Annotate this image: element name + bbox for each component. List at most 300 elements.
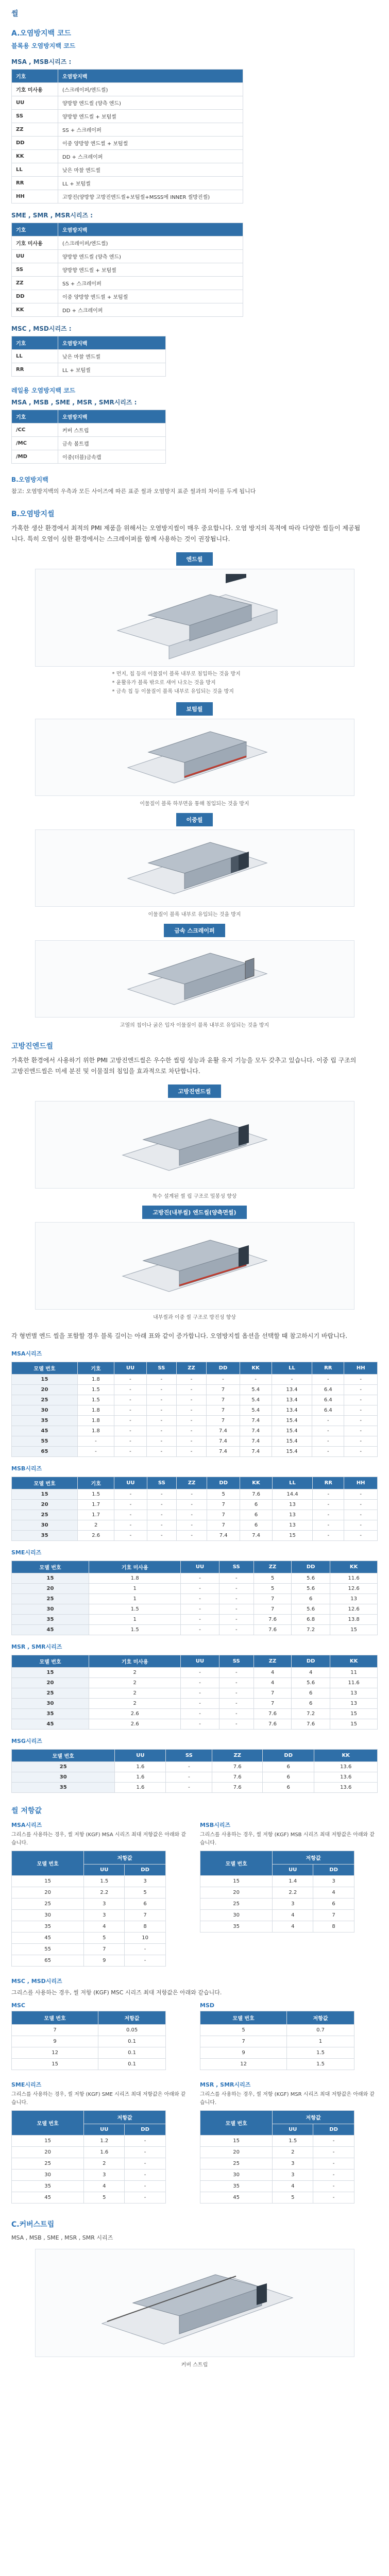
- table-cell: 7: [253, 1698, 291, 1708]
- col-header: 모델 번호: [12, 1655, 89, 1667]
- table-cell: UU: [12, 250, 58, 263]
- table-cell: -: [344, 1405, 378, 1415]
- figure-caption: 이물질이 블록 하부면을 통해 침입되는 것을 방지: [140, 801, 249, 807]
- table-cell: -: [125, 2147, 166, 2158]
- table-cell: 15: [330, 1624, 378, 1635]
- table-cell: 고방진(양방향 고방진엔드씰+보텀씰+MSSS에 INNER 씰방진씰): [58, 190, 243, 204]
- table-cell: 0.05: [98, 2025, 166, 2036]
- col-header: ZZ: [212, 1749, 263, 1761]
- table-cell: 7: [200, 2036, 287, 2047]
- table-row: [200, 2036, 354, 2047]
- table-cell: 3: [273, 1898, 313, 1909]
- table-cell: 7.2: [292, 1624, 330, 1635]
- col-header: 기호: [12, 70, 58, 83]
- col-header: 모델 번호: [12, 1362, 78, 1374]
- table-cell: -: [219, 1583, 253, 1594]
- table-cell: 13: [272, 1499, 312, 1510]
- table-cell: 11: [330, 1667, 378, 1677]
- msb-resistance-table: [200, 1851, 354, 1933]
- col-header: RR: [312, 1362, 344, 1374]
- table-cell: 7.6: [212, 1782, 263, 1792]
- table-cell: -: [181, 1688, 219, 1698]
- table-cell: 35: [12, 1415, 78, 1426]
- table-cell: 3: [125, 1875, 166, 1887]
- table-cell: 8: [313, 1921, 354, 1932]
- table-cell: ZZ: [12, 277, 58, 290]
- table-cell: -: [177, 1489, 207, 1499]
- table-cell: 1.8: [77, 1415, 114, 1426]
- table-cell: 13: [330, 1688, 378, 1698]
- table-cell: 35: [12, 1708, 89, 1719]
- rail-code-table: [11, 410, 166, 464]
- table-cell: 35: [200, 2181, 273, 2192]
- col-header: ZZ: [253, 1655, 291, 1667]
- table-cell: 15.4: [272, 1426, 312, 1436]
- table-cell: 7: [253, 1594, 291, 1604]
- table-cell: -: [344, 1415, 378, 1426]
- table-cell: -: [313, 1499, 344, 1510]
- table-cell: -: [176, 1384, 207, 1395]
- table-cell: 이중 양방향 엔드씰 + 보텀씰: [58, 137, 243, 150]
- msc-resistance-heading: MSC , MSD시리즈: [11, 1977, 62, 1985]
- table-cell: 13.6: [314, 1761, 378, 1772]
- table-row: [12, 1614, 378, 1624]
- table-cell: 12.6: [330, 1583, 378, 1594]
- col-title: SME시리즈: [11, 2081, 42, 2089]
- col-header: KK: [330, 1561, 378, 1573]
- table-row: [12, 1583, 378, 1594]
- figure-metal-scraper: [35, 924, 354, 1028]
- table-cell: 45: [12, 1624, 89, 1635]
- table-cell: DD + 스크레이퍼: [58, 303, 243, 317]
- table-cell: -: [114, 1446, 146, 1456]
- msa-length-title: MSA시리즈: [11, 1350, 42, 1357]
- table-cell: 커버 스트립: [58, 423, 166, 437]
- table-cell: 15.4: [272, 1415, 312, 1426]
- table-cell: 20: [12, 1677, 89, 1688]
- table-cell: 20: [12, 1887, 84, 1898]
- table-cell: 1.2: [84, 2136, 125, 2147]
- table-cell: 15: [12, 2059, 98, 2070]
- table-row: [12, 96, 243, 110]
- col-header: SS: [219, 1561, 253, 1573]
- table-cell: 45: [12, 1426, 78, 1436]
- col-header: DD: [292, 1655, 330, 1667]
- table-cell: -: [219, 1667, 253, 1677]
- table-cell: -: [176, 1395, 207, 1405]
- table-row: [200, 2025, 354, 2036]
- table-row: [12, 137, 243, 150]
- table-cell: 4: [313, 1887, 354, 1898]
- table-row: [12, 250, 243, 263]
- table-cell: 45: [12, 2192, 84, 2204]
- table-cell: -: [147, 1510, 177, 1520]
- table-cell: -: [114, 1384, 146, 1395]
- table-cell: LL + 보텀씰: [58, 363, 166, 377]
- table-cell: 6: [292, 1594, 330, 1604]
- table-cell: -: [344, 1520, 378, 1530]
- table-cell: 13: [330, 1594, 378, 1604]
- col-header: 기호: [77, 1362, 114, 1374]
- table-row: [200, 1921, 354, 1932]
- table-cell: 양방향 엔드씰 + 보텀씰: [58, 263, 243, 277]
- table-cell: 13.4: [272, 1384, 312, 1395]
- sme-length-title: SME시리즈: [11, 1549, 42, 1556]
- table-cell: 45: [12, 1719, 89, 1729]
- section-c-paragraph: 가혹한 환경에서 사용하기 위한 PMI 고방진엔드씰은 우수한 씰링 성능과 윤활 유지 기능을 모두 갖추고 있습니다. 이중 립 구조의 고방진엔드씰은 미세 분진 및 이물질의 침입을 효과적으로 차단합니다.: [11, 1056, 357, 1075]
- table-cell: -: [147, 1374, 176, 1384]
- table-cell: 7: [207, 1510, 240, 1520]
- table-cell: 25: [12, 1594, 89, 1604]
- table-cell: 7: [253, 1688, 291, 1698]
- msb-length-table: [11, 1477, 378, 1541]
- table-cell: 15: [200, 1875, 273, 1887]
- table-cell: KK: [12, 303, 58, 317]
- table-cell: LL + 보텀씰: [58, 177, 243, 190]
- table-row: [12, 1677, 378, 1688]
- table-cell: 5.4: [240, 1395, 272, 1405]
- col-header: 모델 번호: [12, 1561, 89, 1573]
- table-cell: 30: [12, 2170, 84, 2181]
- table-cell: KK: [12, 150, 58, 163]
- table-cell: 7.6: [212, 1772, 263, 1782]
- table-cell: -: [114, 1510, 147, 1520]
- table-cell: 1.8: [77, 1374, 114, 1384]
- table-cell: -: [125, 2170, 166, 2181]
- table-row: [12, 236, 243, 250]
- table-cell: 6: [240, 1499, 272, 1510]
- table-row: [12, 2158, 166, 2170]
- table-cell: 1.5: [77, 1395, 114, 1405]
- table-cell: 7.4: [240, 1415, 272, 1426]
- table-cell: 55: [12, 1436, 78, 1446]
- table-cell: -: [344, 1395, 378, 1405]
- table-cell: LL: [12, 350, 58, 363]
- table-cell: 20: [12, 2147, 84, 2158]
- table-cell: 7: [207, 1520, 240, 1530]
- col-header: 저항값: [84, 2111, 166, 2124]
- msr-length-table: [11, 1655, 378, 1730]
- figure-title: 이중씰: [176, 813, 213, 826]
- table-cell: 1.5: [84, 1875, 125, 1887]
- table-row: [12, 277, 243, 290]
- table-row: [12, 1446, 378, 1456]
- table-row: [12, 2047, 166, 2059]
- table-cell: 7.4: [240, 1436, 272, 1446]
- col-header: 오염방지백: [58, 410, 166, 423]
- table-cell: LL: [12, 163, 58, 177]
- table-cell: 4: [84, 1921, 125, 1932]
- table-row: [12, 150, 243, 163]
- table-cell: -: [176, 1436, 207, 1446]
- table-row: [12, 1415, 378, 1426]
- table-cell: (스크레이퍼/엔드씰): [58, 83, 243, 96]
- col-header: 저항값: [84, 1851, 166, 1864]
- table-row: [12, 1510, 378, 1520]
- col-text: 그리스를 사용하는 경우, 씰 저항 (KGF) MSA 시리즈 최대 저항값은 아래와 같습니다.: [11, 1832, 187, 1846]
- table-row: [12, 2170, 166, 2181]
- table-cell: 2: [273, 2147, 313, 2158]
- table-cell: 15: [12, 1489, 78, 1499]
- col-header: 모델 번호: [200, 1851, 273, 1875]
- msr-resistance-col: [200, 2080, 378, 2204]
- table-cell: -: [114, 1395, 146, 1405]
- table-cell: 1.8: [89, 1573, 181, 1583]
- table-cell: 12: [200, 2059, 287, 2070]
- figure-inner-seal: [35, 1206, 354, 1320]
- col-header: HH: [344, 1362, 378, 1374]
- col-header: SS: [147, 1477, 177, 1489]
- figure-caption: 이물질이 블록 내부로 유입되는 것을 방지: [148, 911, 241, 918]
- msa-label: MSA , MSB시리즈 :: [11, 58, 72, 65]
- table-cell: SS + 스크레이퍼: [58, 277, 243, 290]
- table-cell: 2.6: [89, 1719, 181, 1729]
- table-cell: 1.7: [78, 1499, 114, 1510]
- table-cell: 13.6: [314, 1772, 378, 1782]
- table-cell: -: [147, 1436, 176, 1446]
- inner-seal-illustration: [35, 1222, 354, 1310]
- table-cell: -: [176, 1415, 207, 1426]
- col-header: DD: [263, 1749, 314, 1761]
- table-cell: -: [219, 1614, 253, 1624]
- table-cell: 이중 양방향 엔드씰 + 보텀씰: [58, 290, 243, 303]
- table-cell: -: [219, 1698, 253, 1708]
- table-cell: 7.4: [240, 1530, 272, 1540]
- table-cell: 5: [84, 1932, 125, 1943]
- table-cell: RR: [12, 363, 58, 377]
- table-row: [12, 1405, 378, 1415]
- sme-resistance-table: [11, 2110, 166, 2204]
- table-cell: 7: [313, 1909, 354, 1921]
- sme-code-table: [11, 223, 243, 317]
- end-seal-illustration: [35, 569, 354, 667]
- col-header: SS: [166, 1749, 212, 1761]
- table-cell: 14.4: [272, 1489, 312, 1499]
- table-cell: -: [114, 1415, 146, 1426]
- table-cell: 25: [12, 1898, 84, 1909]
- table-cell: 5.4: [240, 1405, 272, 1415]
- table-cell: 15: [12, 1875, 84, 1887]
- table-cell: 7.4: [240, 1426, 272, 1436]
- table-cell: 3: [273, 2158, 313, 2170]
- table-row: [12, 1395, 378, 1405]
- table-cell: -: [114, 1530, 147, 1540]
- table-cell: 2: [89, 1698, 181, 1708]
- table-cell: -: [114, 1436, 146, 1446]
- table-cell: 20: [12, 1583, 89, 1594]
- msg-length-title: MSG시리즈: [11, 1737, 42, 1744]
- table-row: [12, 83, 243, 96]
- table-cell: 7: [12, 2025, 98, 2036]
- bullet-item: * 먼지, 칩 등의 이물질이 블록 내부로 침입하는 것을 방지: [112, 671, 241, 677]
- table-cell: 4: [292, 1667, 330, 1677]
- col-header: 기호 미사용: [89, 1561, 181, 1573]
- table-row: [200, 1909, 354, 1921]
- table-row: [12, 1436, 378, 1446]
- table-cell: 30: [12, 1604, 89, 1614]
- table-row: [12, 2059, 166, 2070]
- table-cell: 13.4: [272, 1395, 312, 1405]
- table-cell: 2: [89, 1667, 181, 1677]
- table-row: [12, 1698, 378, 1708]
- table-row: [12, 1761, 378, 1772]
- table-cell: 5: [273, 2192, 313, 2204]
- table-cell: 5.6: [292, 1604, 330, 1614]
- table-cell: -: [176, 1405, 207, 1415]
- table-cell: 5: [253, 1583, 291, 1594]
- table-cell: 6: [240, 1510, 272, 1520]
- table-cell: 1.5: [89, 1624, 181, 1635]
- table-cell: 25: [12, 1510, 78, 1520]
- msb-resistance-col: [200, 1821, 378, 1967]
- table-row: [12, 1932, 166, 1943]
- table-cell: -: [313, 1510, 344, 1520]
- table-row: [12, 1530, 378, 1540]
- table-cell: 낮은 마찰 엔드씰: [58, 163, 243, 177]
- table-cell: -: [147, 1395, 176, 1405]
- col-header: DD: [313, 1864, 354, 1875]
- table-cell: 7.6: [253, 1708, 291, 1719]
- bottom-seal-illustration: [35, 719, 354, 796]
- msc-col: [11, 2002, 189, 2070]
- table-cell: 5.6: [292, 1677, 330, 1688]
- table-cell: 20: [200, 1887, 273, 1898]
- msa-code-table: [11, 69, 243, 204]
- table-cell: -: [166, 1772, 212, 1782]
- table-cell: 1: [89, 1594, 181, 1604]
- table-cell: 7: [207, 1415, 240, 1426]
- table-cell: 9: [12, 2036, 98, 2047]
- table-cell: 1.5: [78, 1489, 114, 1499]
- col-header: DD: [292, 1561, 330, 1573]
- figure-double-seal: [35, 813, 354, 918]
- table-cell: 양방향 엔드씰 (양측 엔드): [58, 96, 243, 110]
- high-dust-seal-illustration: [35, 1101, 354, 1189]
- col-header: KK: [240, 1477, 272, 1489]
- col-header: 모델 번호: [200, 2111, 273, 2136]
- table-cell: 4: [273, 2181, 313, 2192]
- table-row: [12, 1708, 378, 1719]
- table-cell: 양방향 엔드씰 + 보텀씰: [58, 110, 243, 123]
- table-cell: -: [312, 1436, 344, 1446]
- table-cell: 1.6: [115, 1782, 166, 1792]
- table-cell: 7.4: [240, 1446, 272, 1456]
- table-cell: -: [181, 1604, 219, 1614]
- table-cell: 45: [200, 2192, 273, 2204]
- col-text: 그리스를 사용하는 경우, 씰 저항 (KGF) MSR 시리즈 최대 저항값은 아래와 같습니다.: [200, 2092, 375, 2106]
- col-header: LL: [272, 1477, 312, 1489]
- table-row: [200, 2158, 354, 2170]
- table-cell: 3: [84, 1909, 125, 1921]
- note-title: B.오염방지백: [11, 476, 48, 483]
- table-cell: 30: [12, 1698, 89, 1708]
- table-cell: -: [219, 1573, 253, 1583]
- col-header: 저항값: [287, 2011, 354, 2025]
- table-cell: 7: [84, 1943, 125, 1955]
- table-cell: 30: [12, 1772, 115, 1782]
- section-f-subtitle: MSA , MSB , SME , MSR , SMR 시리즈: [11, 2234, 113, 2242]
- col-header: UU: [273, 2124, 313, 2136]
- table-row: [200, 2170, 354, 2181]
- col-header: UU: [181, 1561, 219, 1573]
- msb-length-title: MSB시리즈: [11, 1465, 42, 1472]
- table-cell: 7.6: [253, 1719, 291, 1729]
- table-cell: 금속 볼트캡: [58, 437, 166, 450]
- table-cell: 15: [12, 1374, 78, 1384]
- table-cell: -: [313, 2136, 354, 2147]
- table-row: [12, 1573, 378, 1583]
- table-row: [12, 1520, 378, 1530]
- table-row: [12, 290, 243, 303]
- table-cell: 6: [263, 1761, 314, 1772]
- table-cell: 13.8: [330, 1614, 378, 1624]
- table-row: [12, 1875, 166, 1887]
- table-cell: 4: [84, 2181, 125, 2192]
- table-row: [12, 1772, 378, 1782]
- table-cell: 6: [263, 1772, 314, 1782]
- figure-title: 금속 스크레이퍼: [164, 924, 225, 937]
- table-cell: 1: [89, 1583, 181, 1594]
- table-cell: 2.6: [78, 1530, 114, 1540]
- table-cell: 2.2: [84, 1887, 125, 1898]
- msc-code-table: [11, 336, 166, 377]
- col-header: UU: [115, 1749, 166, 1761]
- figure-title: 보텀씰: [176, 702, 213, 716]
- table-cell: -: [181, 1614, 219, 1624]
- table-cell: 25: [12, 1688, 89, 1698]
- table-cell: 6: [292, 1698, 330, 1708]
- table-cell: 35: [200, 1921, 273, 1932]
- table-cell: -: [114, 1405, 146, 1415]
- col-header: 모델 번호: [12, 1477, 78, 1489]
- table-cell: 1.5: [89, 1604, 181, 1614]
- table-row: [200, 2136, 354, 2147]
- col-header: UU: [114, 1362, 146, 1374]
- col-header: 오염방지백: [58, 70, 243, 83]
- bullet-item: * 금속 칩 등 이물질이 블록 내부로 유입되는 것을 방지: [112, 688, 234, 694]
- table-cell: -: [312, 1426, 344, 1436]
- table-cell: 30: [12, 1405, 78, 1415]
- table-row: [12, 1719, 378, 1729]
- table-cell: -: [313, 2158, 354, 2170]
- table-cell: 35: [12, 1782, 115, 1792]
- table-cell: 20: [12, 1384, 78, 1395]
- table-cell: -: [147, 1499, 177, 1510]
- table-cell: -: [147, 1426, 176, 1436]
- table-cell: -: [219, 1708, 253, 1719]
- col-header: KK: [314, 1749, 378, 1761]
- table-cell: -: [147, 1489, 177, 1499]
- table-cell: -: [114, 1520, 147, 1530]
- table-cell: 2: [84, 2158, 125, 2170]
- figure-title: 고방진엔드씰: [168, 1084, 222, 1098]
- table-cell: -: [344, 1374, 378, 1384]
- msc-resistance-text: 그리스를 사용하는 경우, 씰 저항 (KGF) MSC 시리즈 최대 저항값은 아래와 같습니다.: [11, 1989, 222, 1996]
- table-cell: 1.6: [115, 1761, 166, 1772]
- col-header: UU: [273, 1864, 313, 1875]
- table-cell: SS: [12, 110, 58, 123]
- table-cell: DD + 스크레이퍼: [58, 150, 243, 163]
- table-cell: 5: [207, 1489, 240, 1499]
- table-cell: -: [114, 1489, 147, 1499]
- col-header: DD: [207, 1477, 240, 1489]
- col-header: 기호: [12, 410, 58, 423]
- table-row: [200, 2192, 354, 2204]
- double-seal-illustration: [35, 829, 354, 907]
- table-cell: 35: [12, 1921, 84, 1932]
- table-row: [12, 123, 243, 137]
- table-cell: 7.2: [292, 1708, 330, 1719]
